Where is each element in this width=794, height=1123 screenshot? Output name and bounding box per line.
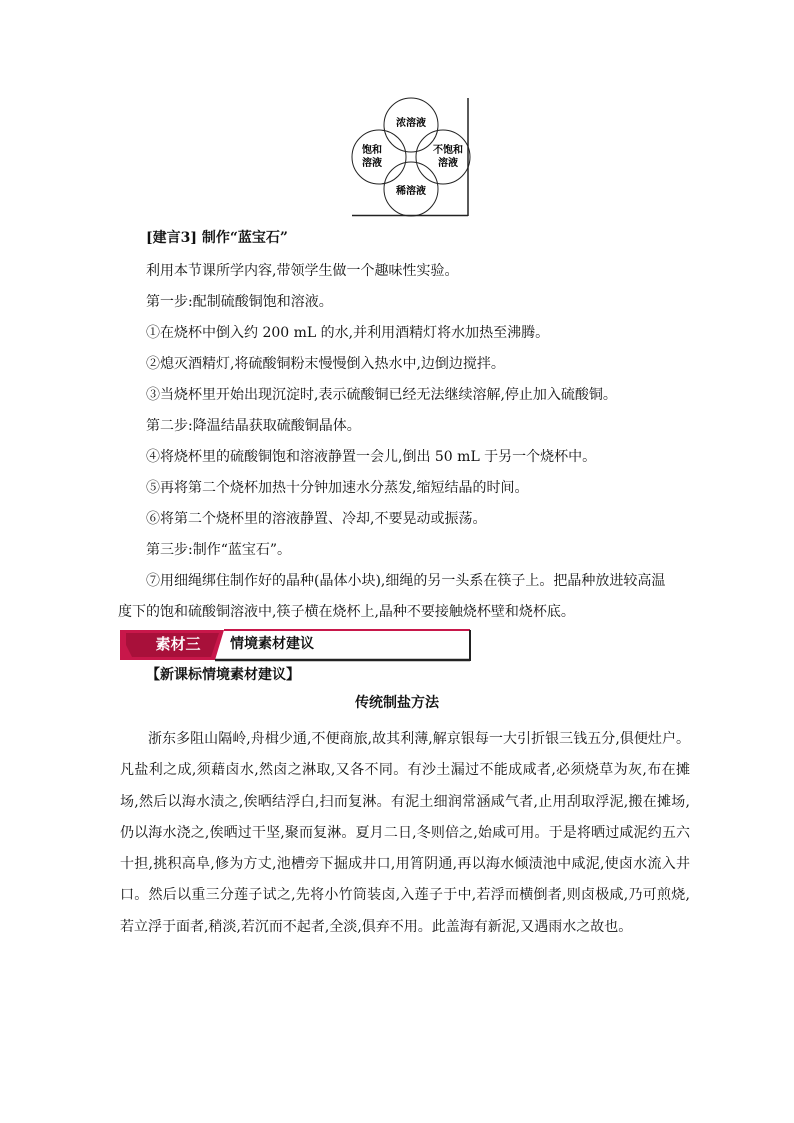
banner-title: 情境素材建议 (230, 636, 314, 652)
step-item-1: ①在烧杯中倒入约 200 mL 的水,并利用酒精灯将水加热至沸腾。 (146, 325, 550, 341)
suggestion-tag: [建言3] (146, 230, 197, 246)
step-item-4: ④将烧杯里的硫酸铜饱和溶液静置一会儿,倒出 50 mL 于另一个烧杯中。 (146, 449, 597, 465)
banner-tag: 素材三 (155, 635, 201, 653)
label-dilute: 稀溶液 (396, 186, 426, 197)
suggestion-heading (146, 228, 288, 248)
intro-text: 利用本节课所学内容,带领学生做一个趣味性实验。 (146, 263, 459, 279)
petal-base (384, 130, 438, 184)
label-saturated-line2: 溶液 (362, 158, 382, 169)
step3-heading: 第三步:制作“蓝宝石”。 (146, 542, 292, 558)
step2-heading: 第二步:降温结晶获取硫酸铜晶体。 (146, 418, 361, 434)
article-body: 浙东多阻山隔岭,舟楫少通,不便商旅,故其利薄,解京银每一大引折银三钱五分,俱便灶户。凡盐利之成,须藉卤水,然卤之淋取,又各不同。有沙土漏过不能成咸者,必须烧草为灰,布在摊场,然后以海水渍之,俟晒结浮白,扫而复淋。有泥土细润常涵咸气者,止用刮取浮泥,搬在摊场,仍以海水浇之,俟晒过干坚,聚而复淋。夏月二日,冬则倍之,始咸可用。于是将晒过咸泥约五六十担,挑积高阜,修为方丈,池槽旁下掘成井口,用筲阴通,再以海水倾渍池中咸泥,使卤水流入井口。然后以重三分莲子试之,先将小竹筒装卤,入莲子于中,若浮而横倒者,则卤极咸,乃可煎烧,若立浮于面者,稍淡,若沉而不起者,全淡,俱弃不用。此盖海有新泥,又遇雨水之故也。 (120, 731, 690, 935)
step-item-2: ②熄灭酒精灯,将硫酸铜粉末慢慢倒入热水中,边倒边搅拌。 (146, 356, 505, 372)
label-unsaturated-line1: 不饱和 (433, 145, 463, 156)
step-item-7-line2: 度下的饱和硫酸铜溶液中,筷子横在烧杯上,晶种不要接触烧杯壁和烧杯底。 (118, 604, 575, 620)
solution-classification-diagram (350, 96, 474, 218)
label-unsaturated-line2: 溶液 (438, 158, 458, 169)
suggestion-title: 制作“蓝宝石” (201, 230, 288, 246)
article-title: 传统制盐方法 (355, 695, 439, 711)
section-label: 【新课标情境素材建议】 (146, 667, 300, 683)
step-item-5: ⑤再将第二个烧杯加热十分钟加速水分蒸发,缩短结晶的时间。 (146, 480, 529, 496)
venn-diagram (350, 96, 474, 218)
label-saturated-line1: 饱和 (362, 145, 382, 156)
label-concentrated: 浓溶液 (396, 118, 426, 129)
material-banner (120, 628, 472, 662)
step-item-6: ⑥将第二个烧杯里的溶液静置、冷却,不要晃动或振荡。 (146, 511, 487, 527)
step1-heading: 第一步:配制硫酸铜饱和溶液。 (146, 294, 333, 310)
step-item-3: ③当烧杯里开始出现沉淀时,表示硫酸铜已经无法继续溶解,停止加入硫酸铜。 (146, 387, 617, 403)
step-item-7-line1: ⑦用细绳绑住制作好的晶种(晶体小块),细绳的另一头系在筷子上。把晶种放进较高温 (146, 573, 666, 589)
